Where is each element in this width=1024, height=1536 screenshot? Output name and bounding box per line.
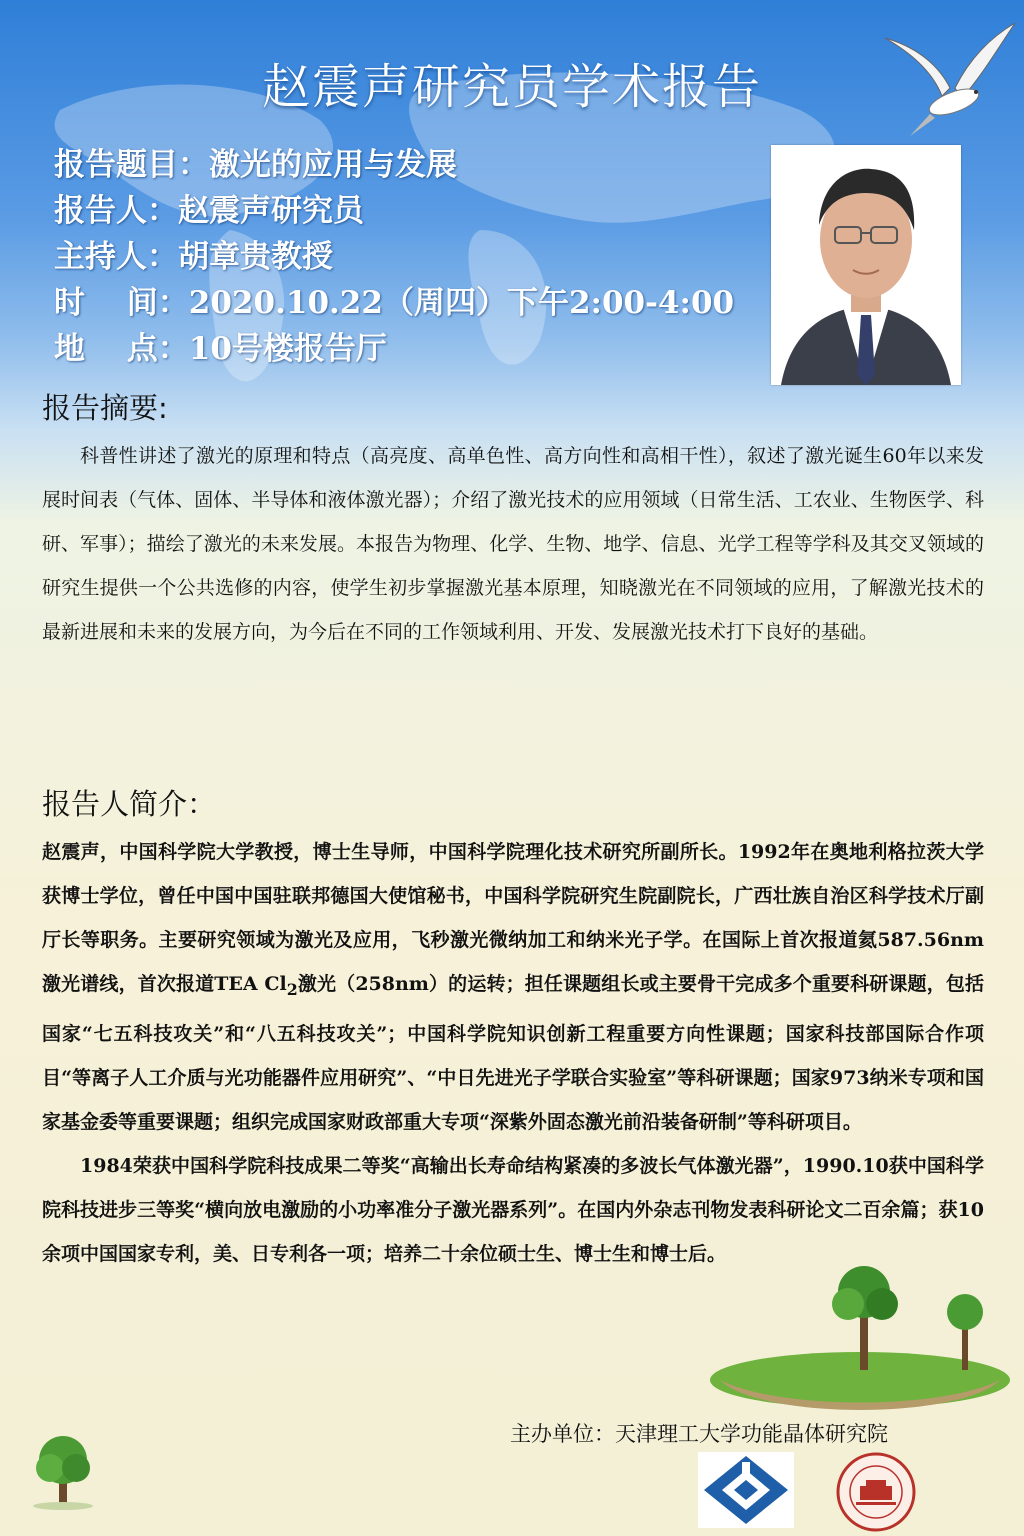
bio-paragraph-1: 赵震声，中国科学院大学教授，博士生导师，中国科学院理化技术研究所副所长。1992年在奥地利格拉茨大学获博士学位，曾任中国中国驻联邦德国大使馆秘书，中国科学院研究生院副院长，广西壮族自治区科学技术厅副厅长等职务。主要研究领域为激光及应用，飞秒激光微纳加工和纳米光子学。在国际上首次报道氦587.56nm 激光谱线，首次报道TEA $Cl_2$激光（258nm）的运转；担任课题组长或主要骨干完成多个重要科研课题，包括国家“七五科技攻关”和“八五科技攻关”；中国科学院知识创新工程重要方向性课题；国家科技部国际合作项目“等离子人工介质与光功能器件应用研究”、“中日先进光子学联合实验室”等科研课题；国家973纳米专项和国家基金委等重要课题；组织完成国家财政部重大专项“深紫外固态激光前沿装备研制”等科研项目。: [42, 841, 984, 1133]
seagull-icon: [880, 18, 1020, 148]
info-speaker: 报告人：赵震声研究员: [54, 193, 364, 229]
university-seal: [836, 1452, 916, 1532]
tree-icon: [28, 1430, 98, 1510]
info-host: 主持人：胡章贵教授: [54, 239, 333, 275]
organizer: 主办单位：天津理工大学功能晶体研究院: [510, 1422, 888, 1446]
speaker-photo: [771, 145, 961, 385]
info-location: 地 点：10号楼报告厅: [54, 331, 387, 367]
bio-text: [42, 830, 984, 1276]
bio-heading: 报告人简介：: [42, 787, 217, 821]
poster-title: 赵震声研究员学术报告: [261, 59, 762, 115]
info-time: 时 间：2020.10.22（周四）下午2:00-4:00: [54, 285, 735, 321]
abstract-text: [42, 434, 984, 654]
abstract-paragraph: 科普性讲述了激光的原理和特点（高亮度、高单色性、高方向性和高相干性），叙述了激光诞生60年以来发展时间表（气体、固体、半导体和液体激光器）；介绍了激光技术的应用领域（日常生活、工农业、生物医学、科研、军事）；描绘了激光的未来发展。本报告为物理、化学、生物、地学、信息、光学工程等学科及其交叉领域的研究生提供一个公共选修的内容，使学生初步掌握激光基本原理，知晓激光在不同领域的应用，了解激光技术的最新进展和未来的发展方向，为今后在不同的工作领域利用、开发、发展激光技术打下良好的基础。: [42, 445, 984, 643]
grass-island-decoration: [700, 1260, 1020, 1420]
info-topic: 报告题目：激光的应用与发展: [54, 147, 457, 183]
bio-paragraph-2: 1984荣获中国科学院科技成果二等奖“高输出长寿命结构紧凑的多波长气体激光器”，1990.10获中国科学院科技进步三等奖“横向放电激励的小功率准分子激光器系列”。在国内外杂志刊物发表科研论文二百余篇；获10余项中国国家专利，美、日专利各一项；培养二十余位硕士生、博士生和博士后。: [42, 1154, 984, 1265]
talk-info: [54, 142, 734, 372]
institute-logo: [698, 1452, 794, 1528]
abstract-heading: 报告摘要:: [42, 391, 168, 425]
